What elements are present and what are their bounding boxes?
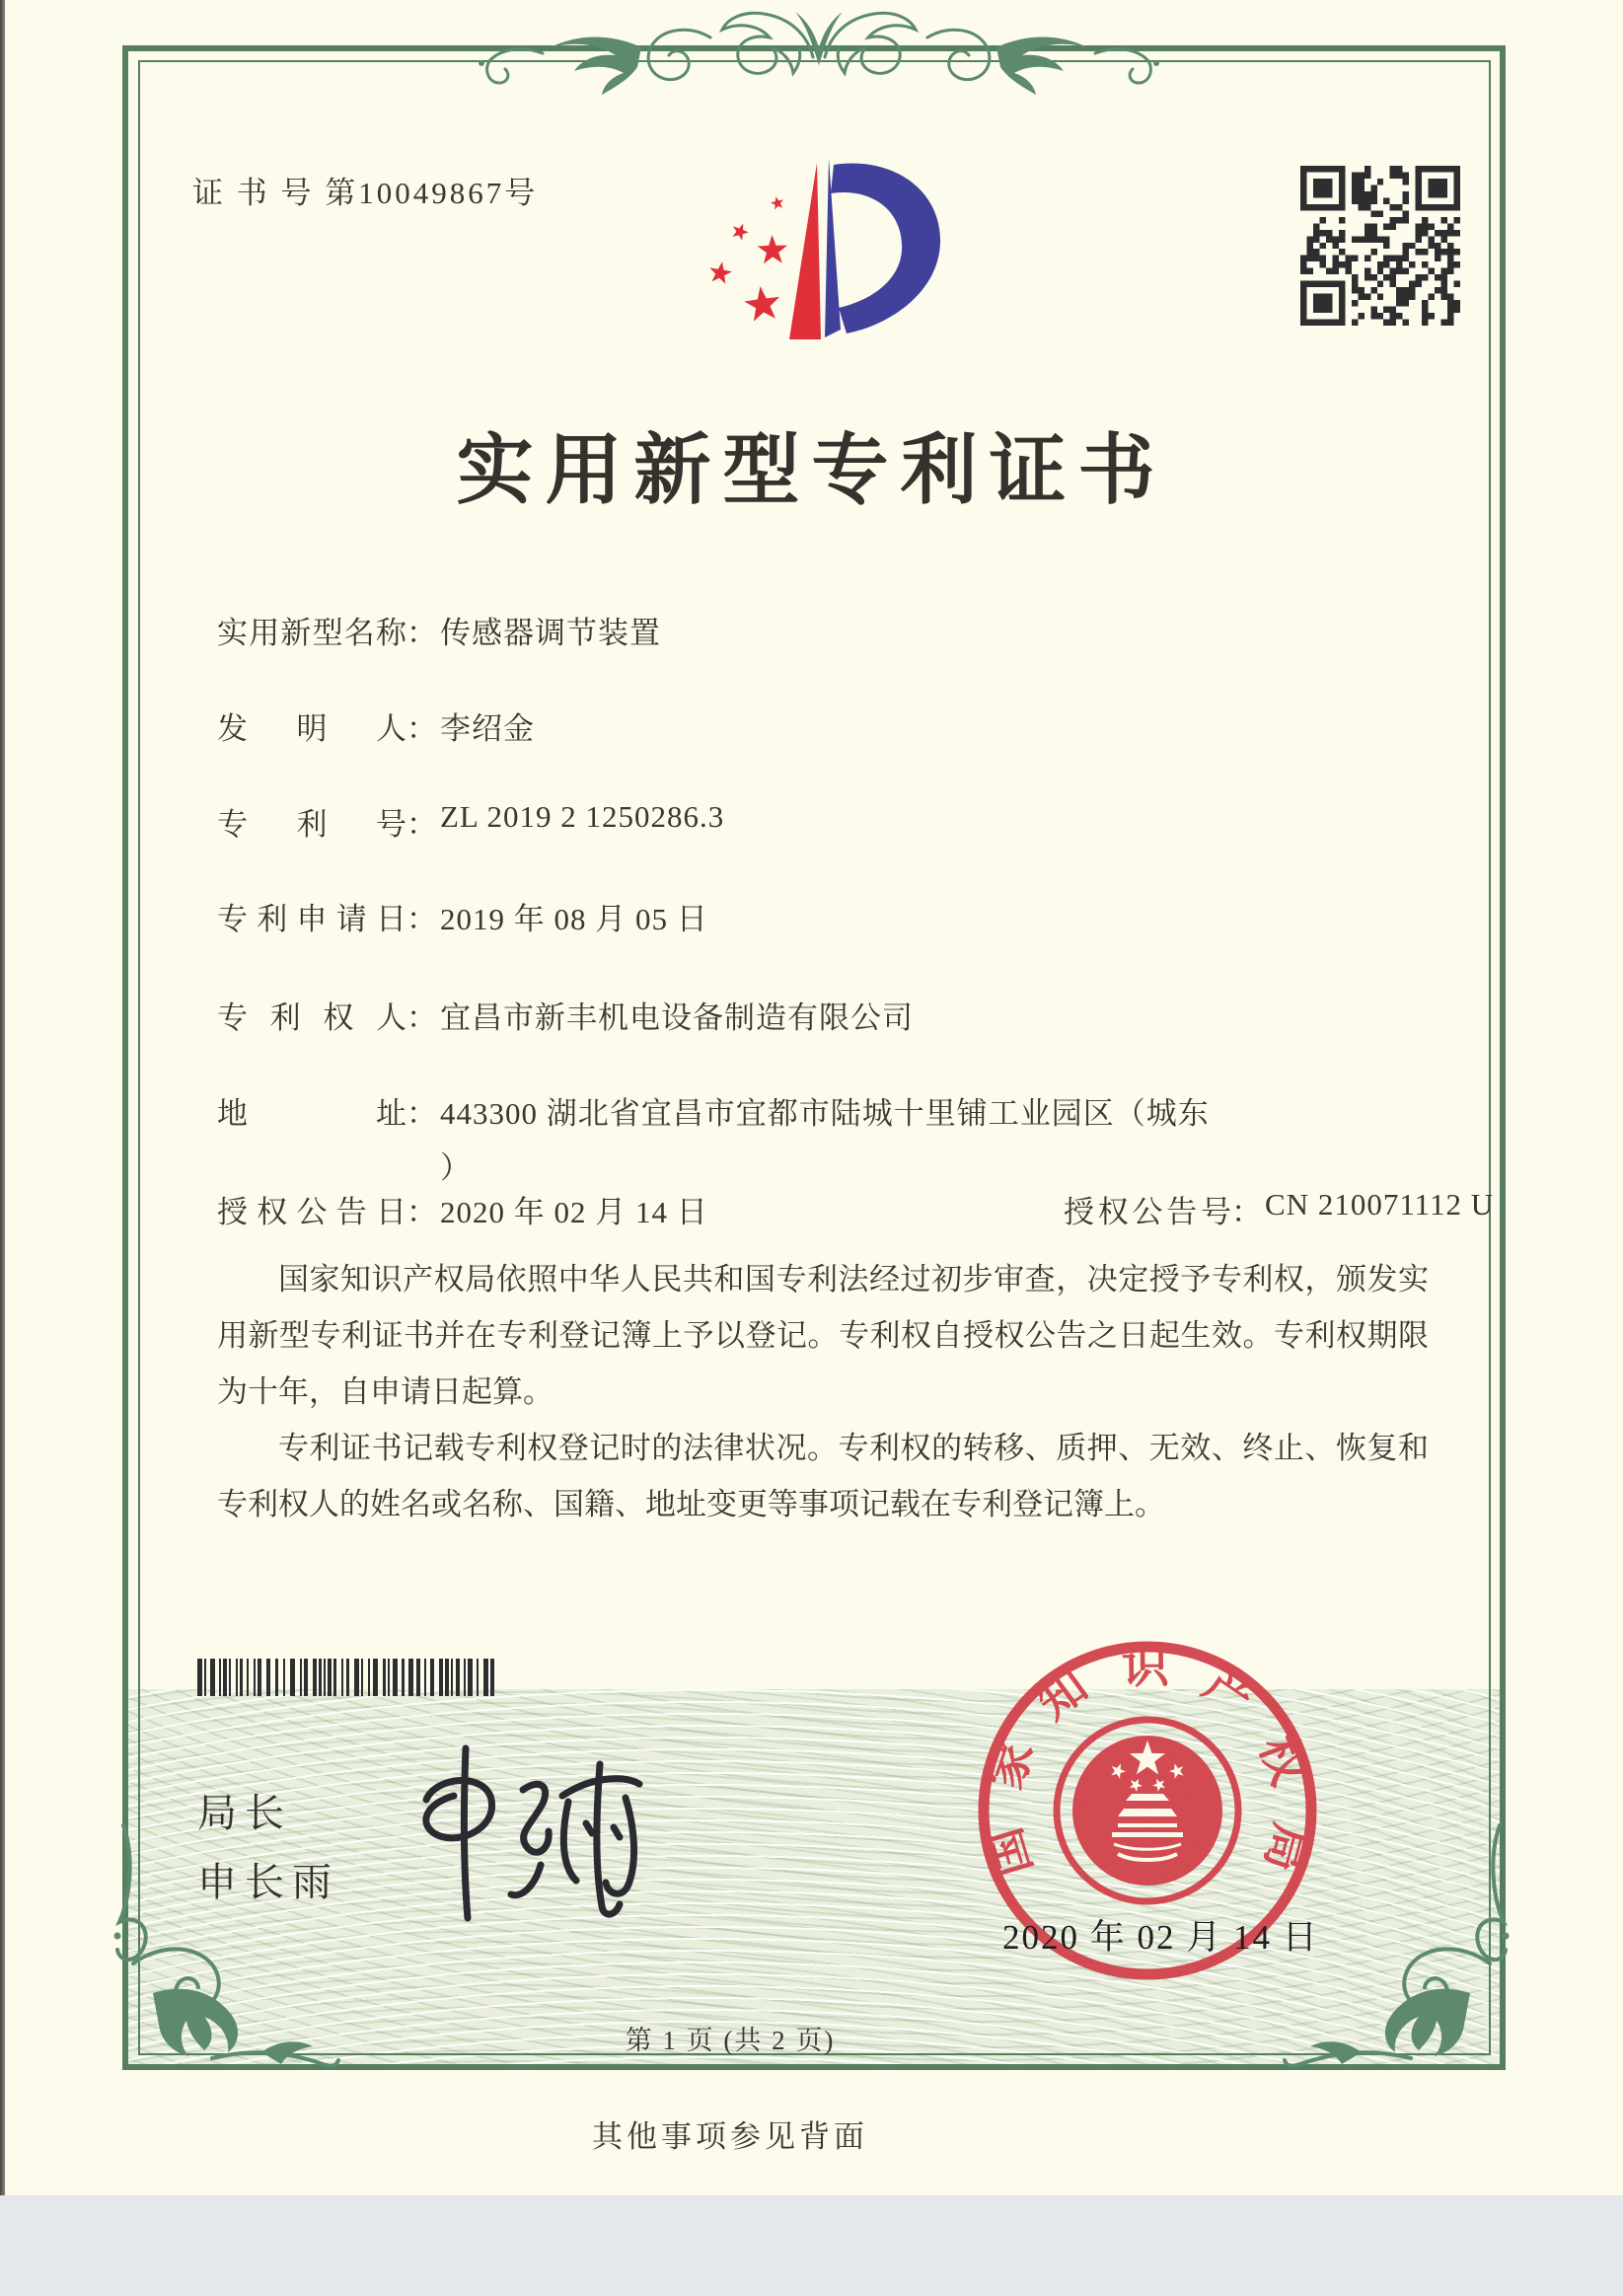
field-value: 2019 年 08 月 05 日 <box>440 902 708 936</box>
signature-script <box>367 1739 653 1932</box>
cnipa-logo <box>691 150 949 351</box>
field-value-grant-date: 2020 年 02 月 14 日 <box>440 1195 708 1229</box>
legal-text <box>217 1251 1429 1532</box>
field-value: ZL 2019 2 1250286.3 <box>440 799 725 834</box>
field-row-address <box>217 1088 1210 1133</box>
field-colon: ： <box>406 902 437 936</box>
legal-paragraph-1: 国家知识产权局依照中华人民共和国专利法经过初步审查，决定授予专利权，颁发实用新型专利证书并在专利登记簿上予以登记。专利权自授权公告之日起生效。专利权期限为十年，自申请日起算。 <box>217 1262 1429 1409</box>
field-row-filing-date <box>217 894 708 938</box>
qr-code <box>1300 166 1460 326</box>
field-colon: ： <box>406 1000 437 1035</box>
back-side-note: 其他事项参见背面 <box>592 2119 868 2154</box>
field-row-utility-model-name <box>217 608 661 652</box>
field-colon: ： <box>406 807 437 842</box>
page-indicator: 第 1 页 (共 2 页) <box>625 2026 836 2055</box>
field-label: 地址 <box>217 1096 406 1131</box>
field-label: 专利申请日 <box>217 902 406 936</box>
issuer-title: 局长 <box>197 1791 292 1835</box>
grant-number-group <box>1064 1187 1494 1231</box>
seal-ring-text: 国家知识产权局 <box>978 1640 1318 1883</box>
field-value: 李绍金 <box>440 711 535 746</box>
field-row-inventor <box>217 704 535 748</box>
field-colon: ： <box>406 616 437 650</box>
certificate-title: 实用新型专利证书 <box>456 427 1167 513</box>
seal-date: 2020 年 02 月 14 日 <box>1002 1918 1319 1957</box>
field-label: 专利号 <box>217 807 406 842</box>
field-row-patent-number <box>217 799 724 844</box>
top-ornament-flourish <box>462 4 1176 101</box>
field-value-grant-number: CN 210071112 U <box>1265 1187 1495 1222</box>
field-colon: ： <box>406 1195 437 1229</box>
field-label: 发明人 <box>217 711 406 746</box>
certificate-number: 证 书 号 第10049867号 <box>192 176 539 210</box>
field-colon: ： <box>1231 1195 1262 1229</box>
field-colon: ： <box>406 711 437 746</box>
scan-background <box>0 2195 1623 2296</box>
legal-paragraph-2: 专利证书记载专利权登记时的法律状况。专利权的转移、质押、无效、终止、恢复和专利权人的姓名或名称、国籍、地址变更等事项记载在专利登记簿上。 <box>217 1431 1429 1521</box>
field-label-grant-date: 授权公告日 <box>217 1195 406 1229</box>
field-value: 宜昌市新丰机电设备制造有限公司 <box>440 1000 914 1035</box>
field-value-address-line2: ） <box>440 1150 471 1185</box>
field-row-grant <box>217 1187 1495 1231</box>
field-colon: ： <box>406 1096 437 1131</box>
field-value: 传感器调节装置 <box>440 616 661 650</box>
field-label-grant-number: 授权公告号 <box>1064 1195 1231 1229</box>
issuer-name: 申长雨 <box>197 1860 339 1904</box>
field-row-patentee <box>217 993 914 1037</box>
scan-edge-shadow <box>0 0 5 2195</box>
field-label: 实用新型名称 <box>217 616 406 650</box>
field-label: 专利权人 <box>217 1000 406 1035</box>
field-value-address-line1: 443300 湖北省宜昌市宜都市陆城十里铺工业园区（城东 <box>440 1096 1210 1131</box>
barcode <box>197 1659 505 1696</box>
national-emblem <box>1057 1720 1238 1901</box>
